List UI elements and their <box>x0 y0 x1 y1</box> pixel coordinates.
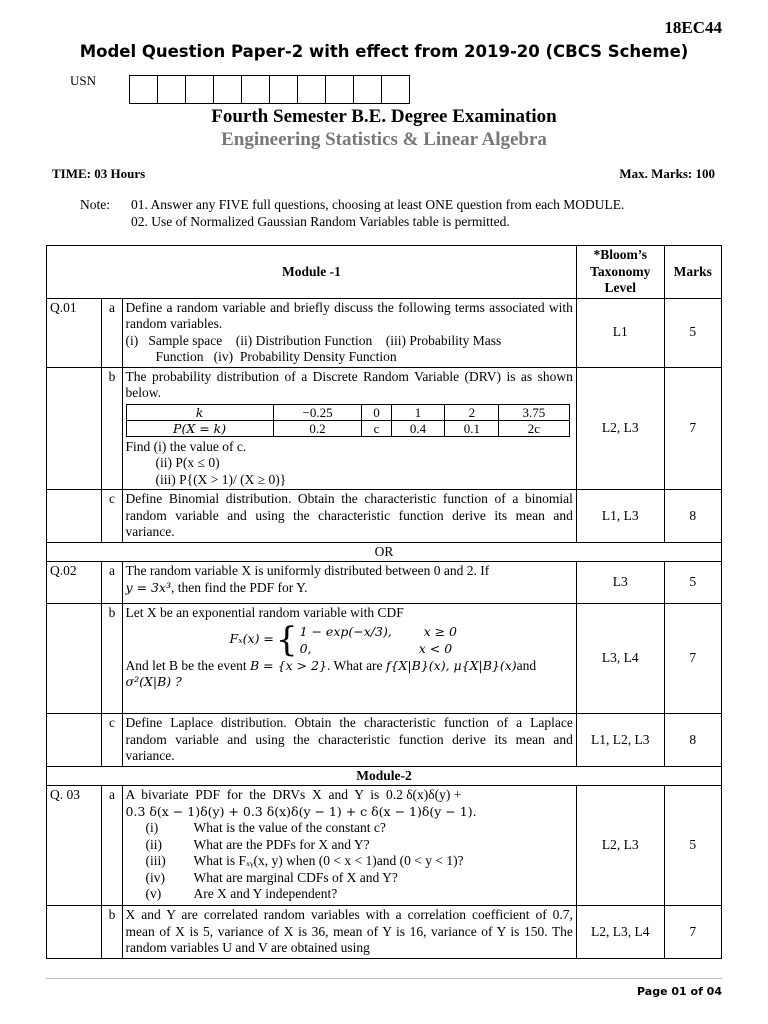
table-cell: 2 <box>445 404 499 420</box>
question-line: , then find the PDF for Y. <box>171 579 308 595</box>
usn-box <box>381 75 410 104</box>
subject-code: 18EC44 <box>664 18 722 37</box>
table-cell: 0.4 <box>391 420 445 436</box>
question-text: Define Binomial distribution. Obtain the characteristic function of a binomial random variable and using the characteristic function derive its mean and variance. <box>122 490 576 543</box>
usn-box <box>353 75 382 104</box>
blooms-header: *Bloom’s Taxonomy Level <box>576 246 664 299</box>
table-cell: −0.25 <box>273 404 362 420</box>
question-line: (i) Sample space (ii) Distribution Function (iii) Probability Mass <box>125 332 502 348</box>
note-2: 02. Use of Normalized Gaussian Random Variables table is permitted. <box>131 214 510 229</box>
equation: y = 3x³ <box>125 579 172 595</box>
question-line: The probability distribution of a Discrete Random Variable (DRV) is as shown below. <box>125 368 573 400</box>
probability-table <box>126 404 570 437</box>
question-row <box>47 714 722 767</box>
marks-value: 5 <box>664 298 721 367</box>
usn-box <box>213 75 242 104</box>
question-line: (ii) P(x ≤ 0) <box>155 455 220 470</box>
subject-title: Engineering Statistics & Linear Algebra <box>221 129 547 150</box>
blooms-level: L1 <box>576 298 664 367</box>
question-line: (iii) P{(X > 1)/ (X ≥ 0)} <box>155 471 287 487</box>
question-line: A bivariate PDF for the DRVs X and Y is 0.2 δ(x)δ(y) + <box>125 787 462 802</box>
formula-lhs: Fₓ(x) = <box>229 631 274 647</box>
question-line: And let B be the event <box>125 657 251 673</box>
max-marks-label: Max. Marks: 100 <box>619 166 715 181</box>
question-line: . What are <box>326 657 386 673</box>
question-line: and <box>516 657 537 673</box>
table-cell: 1 <box>391 404 445 420</box>
note-label: Note: <box>80 197 110 212</box>
formula-case: 1 − exp(−x/3), x ≥ 0 <box>299 623 458 639</box>
table-cell: k <box>126 404 273 420</box>
table-cell: 3.75 <box>499 404 569 420</box>
table-cell: c <box>362 420 391 436</box>
question-number: Q.01 <box>47 298 102 367</box>
marks-value: 7 <box>664 367 721 490</box>
module-2-heading: Module-2 <box>47 766 722 786</box>
usn-box <box>325 75 354 104</box>
question-line: The random variable X is uniformly distributed between 0 and 2. If <box>125 563 490 578</box>
question-text: X and Y are correlated random variables with a correlation coefficient of 0.7, mean of X is 5, variance of X is 36, mean of Y is 16, variance of Y is 150. The random variables U and V are obtained using <box>122 906 576 959</box>
question-line: Define a random variable and briefly discuss the following terms associated with random variables. <box>125 299 573 331</box>
formula-case: 0, x < 0 <box>299 640 453 656</box>
blooms-level: L2, L3 <box>576 786 664 906</box>
question-text <box>122 562 576 604</box>
blooms-level: L2, L3, L4 <box>576 906 664 959</box>
or-separator: OR <box>47 542 722 562</box>
question-text: Define Laplace distribution. Obtain the characteristic function of a Laplace random variable and using the characteristic function derive its mean and variance. <box>122 714 576 767</box>
marks-value: 8 <box>664 490 721 543</box>
question-text <box>122 604 576 714</box>
brace-glyph: { <box>275 619 298 660</box>
equation: B = {x > 2} <box>250 657 327 673</box>
sub-item: (v) Are X and Y independent? <box>145 886 338 901</box>
time-label: TIME: 03 Hours <box>52 166 146 181</box>
sub-question-letter: a <box>102 298 122 367</box>
sub-question-letter: b <box>102 906 122 959</box>
page-number: Page 01 of 04 <box>637 985 722 998</box>
marks-value: 5 <box>664 562 721 604</box>
sub-item: (iv) What are marginal CDFs of X and Y? <box>145 869 398 885</box>
sub-question-letter: b <box>102 367 122 490</box>
equation: σ²(X|B) ? <box>125 674 182 689</box>
table-cell: 0.2 <box>273 420 362 436</box>
blooms-level: L3 <box>576 562 664 604</box>
sub-question-letter: a <box>102 562 122 604</box>
sub-item: (i) What is the value of the constant c? <box>145 820 386 835</box>
marks-value: 5 <box>664 786 721 906</box>
question-table <box>46 245 722 959</box>
usn-box <box>241 75 270 104</box>
blooms-level: L2, L3 <box>576 367 664 490</box>
sub-question-letter: c <box>102 714 122 767</box>
sub-item: (ii) What are the PDFs for X and Y? <box>145 836 370 852</box>
question-line: Let X be an exponential random variable with CDF <box>125 605 404 620</box>
sub-item: (iii) What is Fₓᵧ(x, y) when (0 < x < 1)and (0 < y < 1)? <box>145 853 464 868</box>
equation: 0.3 δ(x − 1)δ(y) + 0.3 δ(x)δ(y − 1) + c δ(x − 1)δ(y − 1). <box>125 803 477 819</box>
cdf-formula <box>229 619 573 660</box>
exam-title: Fourth Semester B.E. Degree Examination <box>211 106 557 127</box>
formula-cases <box>300 623 457 657</box>
usn-box <box>157 75 186 104</box>
footer-divider <box>46 978 722 979</box>
table-cell: 0.1 <box>445 420 499 436</box>
blooms-level: L1, L3 <box>576 490 664 543</box>
paper-title: Model Question Paper-2 with effect from 2019-20 (CBCS Scheme) <box>79 42 689 61</box>
blooms-level: L1, L2, L3 <box>576 714 664 767</box>
marks-value: 7 <box>664 906 721 959</box>
question-row <box>47 604 722 714</box>
table-cell: 0 <box>362 404 391 420</box>
question-line: Find (i) the value of c. <box>125 438 247 454</box>
question-text <box>122 298 576 367</box>
usn-box <box>185 75 214 104</box>
table-cell: 2c <box>499 420 569 436</box>
question-row <box>47 562 722 604</box>
sub-question-letter: a <box>102 786 122 906</box>
question-number: Q. 03 <box>47 786 102 906</box>
sub-question-letter: b <box>102 604 122 714</box>
question-row <box>47 298 722 367</box>
question-row <box>47 786 722 906</box>
question-number: Q.02 <box>47 562 102 604</box>
question-line: Function (iv) Probability Density Function <box>155 349 397 364</box>
equation: f{X|B}(x), μ{X|B}(x) <box>385 657 517 673</box>
note-1: 01. Answer any FIVE full questions, choosing at least ONE question from each MODULE. <box>131 197 625 212</box>
marks-value: 8 <box>664 714 721 767</box>
usn-box <box>269 75 298 104</box>
usn-label: USN <box>70 73 97 88</box>
marks-header: Marks <box>664 246 721 299</box>
table-cell: P(X = k) <box>126 420 273 436</box>
marks-value: 7 <box>664 604 721 714</box>
usn-box <box>297 75 326 104</box>
question-row <box>47 367 722 490</box>
question-text <box>122 786 576 906</box>
question-text <box>122 367 576 490</box>
blooms-level: L3, L4 <box>576 604 664 714</box>
module-1-heading: Module -1 <box>47 246 577 299</box>
question-row <box>47 906 722 959</box>
usn-box <box>129 75 158 104</box>
usn-boxes <box>130 75 410 104</box>
sub-question-letter: c <box>102 490 122 543</box>
question-row <box>47 490 722 543</box>
